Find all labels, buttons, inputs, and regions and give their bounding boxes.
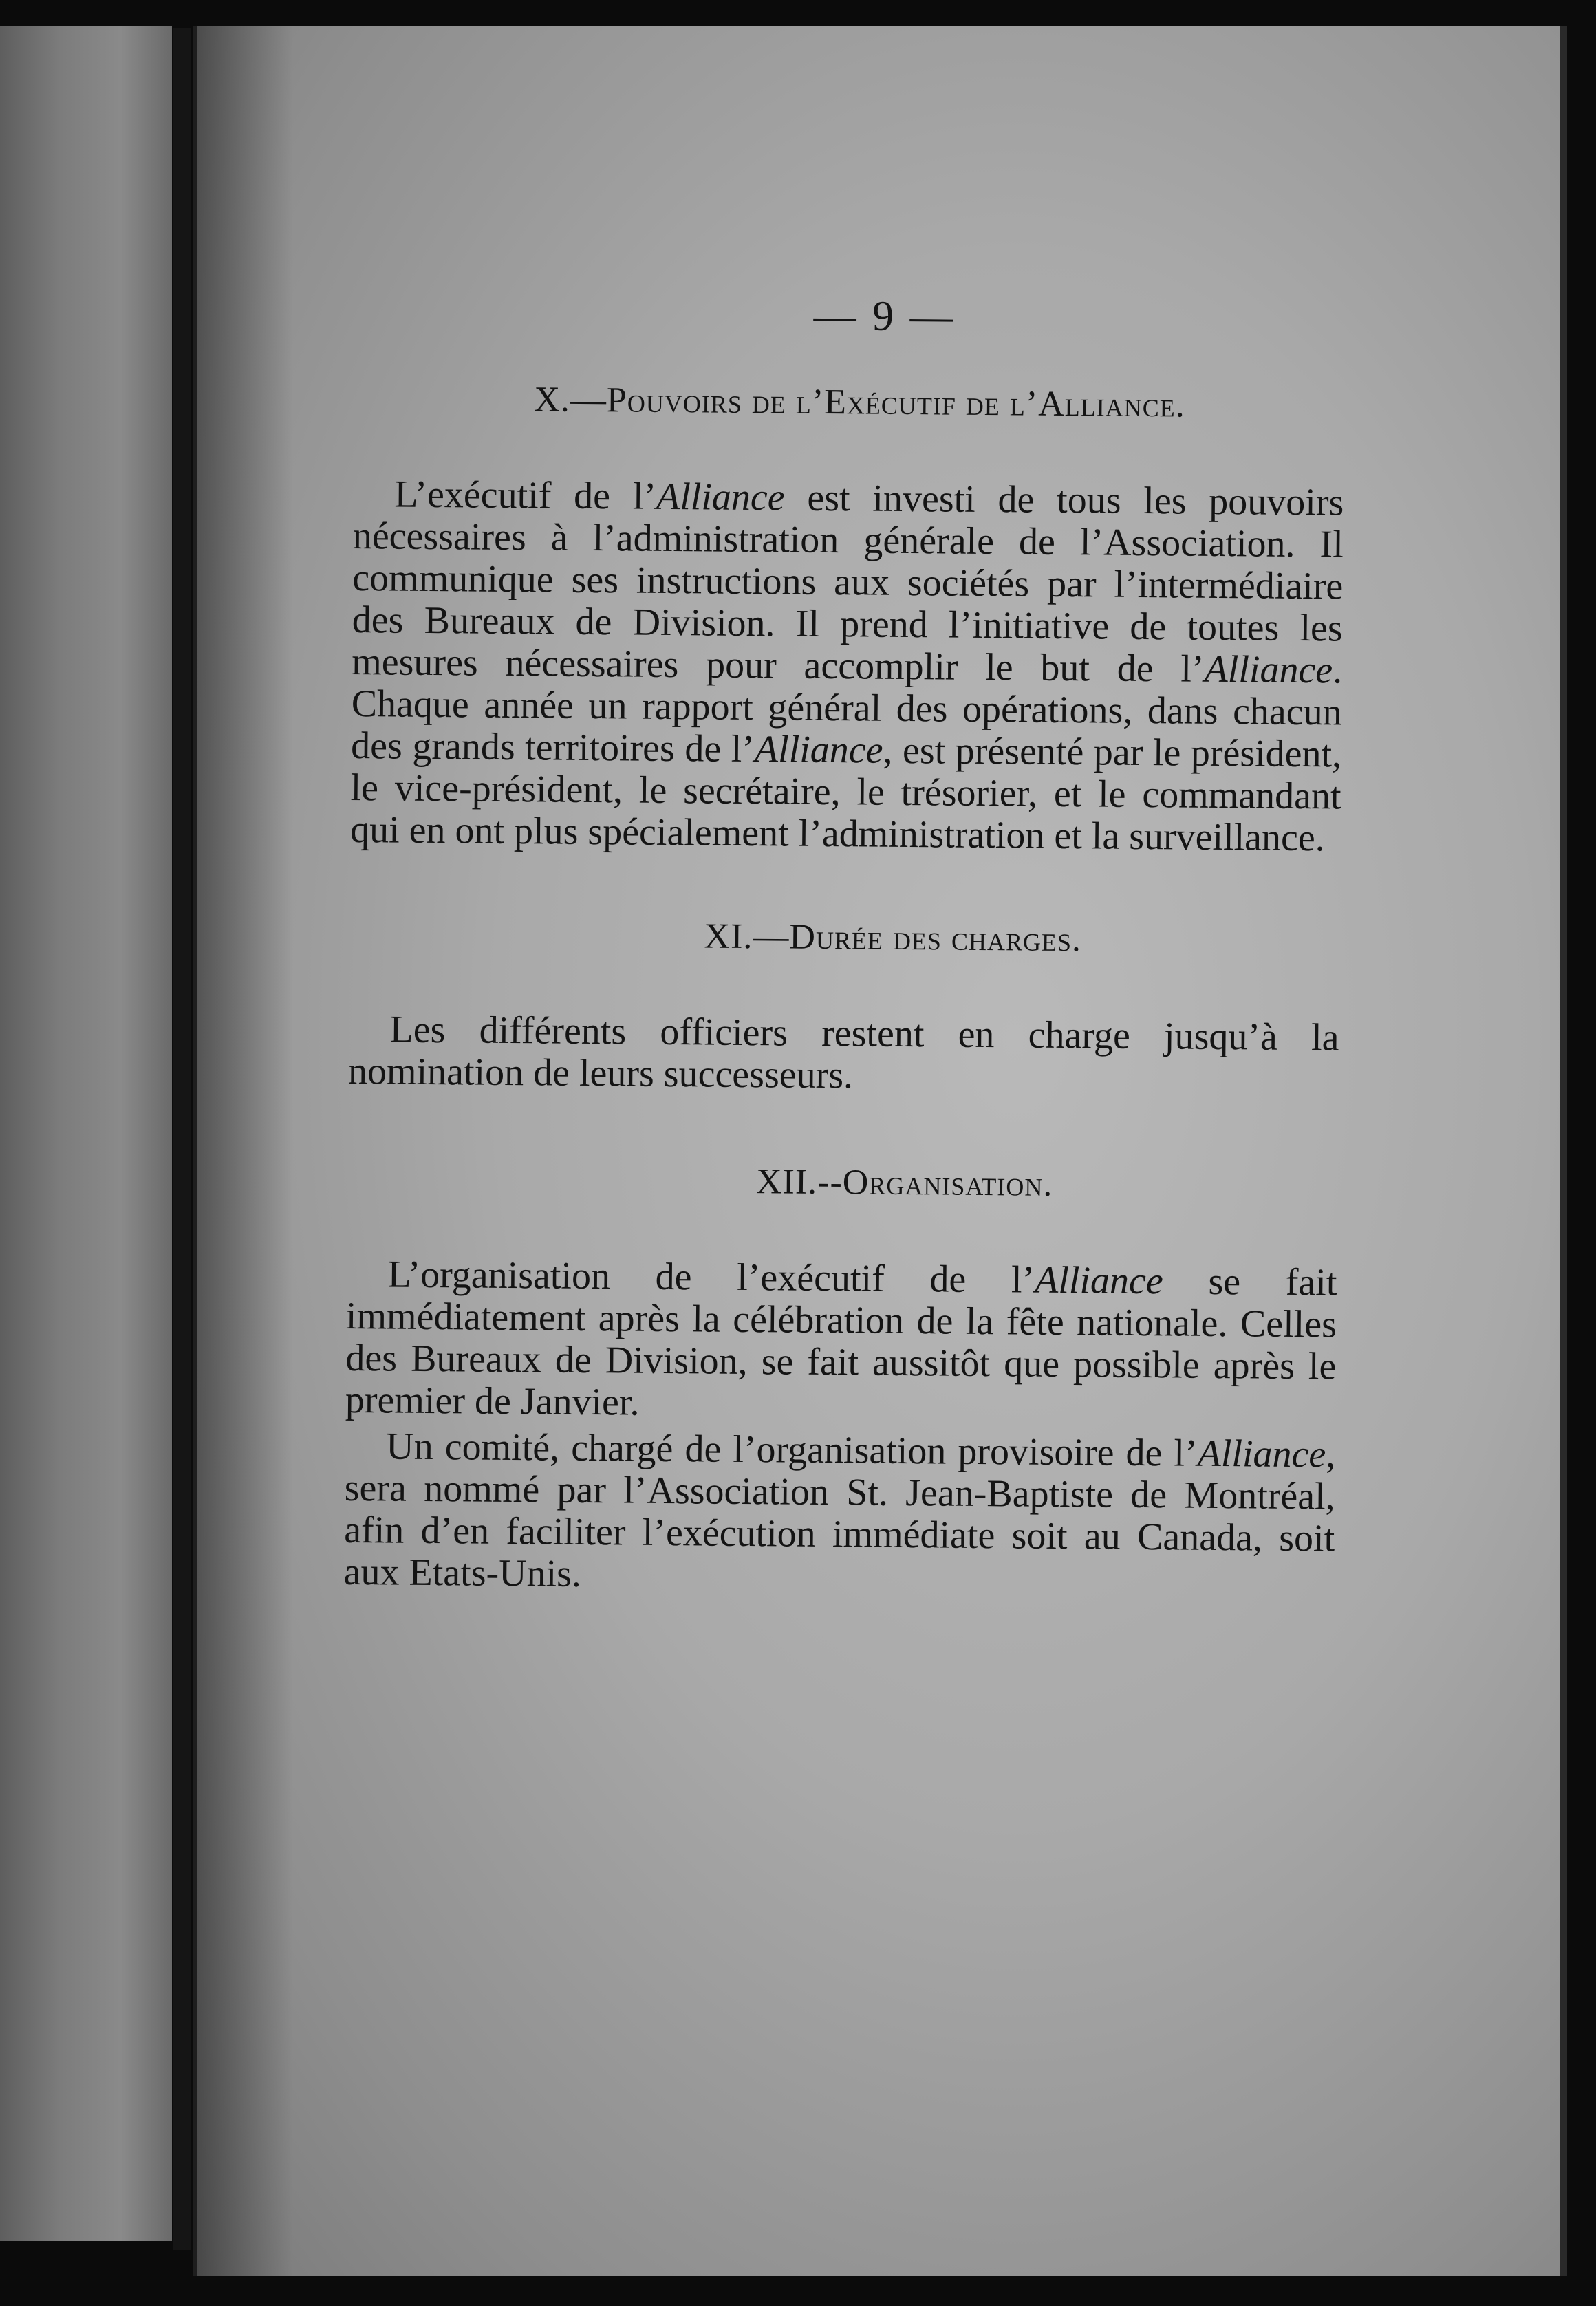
page-gutter <box>173 28 191 2250</box>
text-block <box>343 288 1346 1602</box>
section-heading-x: X.—Pouvoirs de l’Exécutif de l’Alliance. <box>534 380 1185 425</box>
page-number: — 9 — <box>813 292 956 341</box>
section-x-paragraph: L’exécutif de l’Alliance est investi de tous les pouvoirs nécessaires à l’administration générale de l’Association. Il communique ses instructions aux sociétés par l’intermédiaire des Bureaux de Division. Il prend l’initiative de toutes les mesures nécessaires pour accomplir le but de l’Alliance. Chaque année un rapport général des opérations, dans chacun des grands territoires de l’Alliance, est présenté par le président, le vice-président, le secrétaire, le trésorier, et le commandant qui en ont plus spécialement l’administration et la surveillance. <box>349 473 1344 860</box>
section-xii-paragraph-1: L’organisation de l’exécutif de l’Alliance se fait immédiatement après la célébration de la fête nationale. Celles des Bureaux de Division, se fait aussitôt que possible après le premier de Janvier. <box>345 1253 1337 1424</box>
section-xii-paragraph-2: Un comité, chargé de l’organisation provisoire de l’Alliance, sera nommé par l’Association St. Jean-Baptiste de Montréal, afin d’en faciliter l’exécution immédiate soit au Canada, soit aux Etats-Unis. <box>343 1425 1336 1595</box>
section-heading-xi: XI.—Durée des charges. <box>704 916 1082 960</box>
section-xi-paragraph: Les différents officiers restent en charge jusqu’à la nomination de leurs successeurs. <box>347 1008 1339 1097</box>
document-page <box>193 26 1567 2276</box>
previous-page-edge <box>0 26 172 2241</box>
section-heading-xii: XII.--Organisation. <box>755 1162 1053 1204</box>
